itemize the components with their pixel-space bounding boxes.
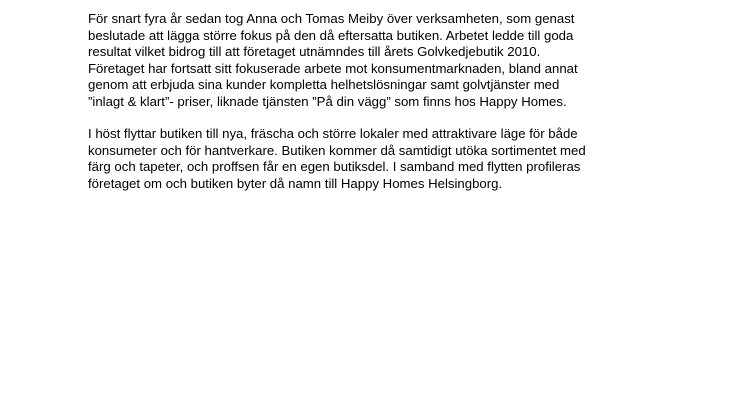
- paragraph-history: [88, 11, 718, 110]
- text-line: beslutade att lägga större fokus på den då eftersatta butiken. Arbetet ledde till goda: [88, 27, 574, 43]
- text-line: färg och tapeter, och proffsen får en egen butiksdel. I samband med flytten profileras: [88, 159, 581, 174]
- text-line: genom att erbjuda sina kunder kompletta helhetslösningar samt golvtjänster med: [88, 77, 560, 92]
- text-line: Företaget har fortsatt sitt fokuserade arbete mot konsumentmarknaden, bland annat: [88, 60, 578, 76]
- text-line: ”inlagt & klart”- priser, liknade tjänsten ”På din vägg” som finns hos Happy Homes.: [88, 93, 567, 109]
- paragraph-relocation: [88, 126, 718, 192]
- text-line: resultat vilket bidrog till att företaget utnämndes till årets Golvkedjebutik 2010.: [88, 44, 541, 59]
- text-line: I höst flyttar butiken till nya, fräscha och större lokaler med attraktivare läge för både: [88, 126, 578, 141]
- text-line: företaget om och butiken byter då namn till Happy Homes Helsingborg.: [88, 175, 503, 191]
- text-line: För snart fyra år sedan tog Anna och Tomas Meiby över verksamheten, som genast: [88, 11, 575, 26]
- text-line: konsumeter och för hantverkare. Butiken kommer då samtidigt utöka sortimentet med: [88, 142, 586, 158]
- document-body: [88, 11, 718, 192]
